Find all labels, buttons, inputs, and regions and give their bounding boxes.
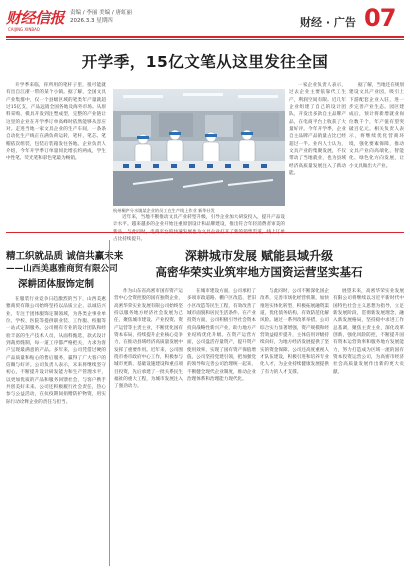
article3-text-1: 作为山东省高密市国有资产运营中心全资控股的国有独资企业，高密华荣实业发展有限公司始终坚持以服务地方经济社会发展为己任，聚焦城市建设、产业投资、资产运营等主责主业，不断优化国有资本布局，持续提升企业核心竞争力，在推动县域经济高质量发展中发挥了重要作用。近年来，公司围绕市委市政府中心工作，积极参与城市更新、基础设施建设和重点项目投资，先后承建了一批关系民生福祉的重大工程，为城市发展注入了强劲动力。	[114, 289, 183, 390]
article3-column-2	[187, 288, 256, 568]
article1-photo	[113, 89, 285, 206]
article3-column-1	[114, 288, 183, 568]
article1-text-4: 据了解，当地还在规划建设文具产业园，吸引上下游配套企业入驻，进一步完善产业生态。园区建成后，预计将新增就业岗位数千个，年产值有望突破百亿元。相关负责人表示，将继续优化营商环境，强化要素保障，推动文具产业向高端化、智能化、绿色化方向发展，让小文具做出大产业。	[349, 83, 404, 169]
article1-column-3	[289, 82, 346, 227]
logo-subtext: CAIJING XINBAO	[8, 27, 40, 32]
photo-caption: 杭州桐庐分水镇某企业的员工在生产线上作业 新华社发	[113, 208, 215, 213]
article3-headline-1: 深耕城市发展 赋能县域升级	[184, 249, 334, 263]
page-header	[0, 0, 410, 44]
article1-column-2-lower	[113, 214, 285, 243]
article2-body	[6, 296, 106, 568]
header-rule	[6, 36, 404, 38]
article2-headline-1: 精工织就品质 诚信共赢未来	[6, 251, 124, 262]
article1-column-1	[6, 82, 106, 227]
editor-line: 责编 / 李丽 美编 / 唐虹丽	[70, 10, 132, 16]
article1-column-4	[349, 82, 404, 227]
article1-headline: 开学季，15亿文笔从这里发往全国	[81, 53, 329, 71]
article1-text-1: 开学季来临，你所用的笔杆子里，很可能就有出自江浙一带的某个小镇。据了解，全国文具产业集群中，仅一个县级区域的笔类年产量就超过15亿支，产品远销全国各地及海外市场。从原料采购、模具开发到注塑成型，完整的产业链让这里的企业在开学季订单高峰时依然能够从容应对。走进当地一家文具企业的生产车间，一条条自动化生产线正在满负荷运转，笔杆、笔芯、笔帽依次组装，包装后装箱发往各地。企业负责人介绍，今年开学季订单量同比增长约两成，学生中性笔、荧光笔和彩色笔最为畅销。	[6, 83, 106, 162]
article1-text-2: 近年来，当地不断推动文具产业转型升级，引导企业加大研发投入，提升产品设计水平。越来越多的企业开始注重原创设计和品牌建设，推出符合年轻消费者审美的 占比持续提升。	[113, 215, 285, 243]
article3-text-2: 在城市建设方面，公司承担了多项市政道路、棚户区改造、老旧小区改造等民生工程，有效改善了城市面貌和居民生活条件。在产业投资方面，公司积极引导社会资本投向战略性新兴产业，助力地方产业结构优化升级。在资产运营方面，公司盘活存量资产，提升资产使用效率，实现了国有资产保值增值。公司坚持党建引领，把加强党的领导和完善公司治理统一起来，不断健全现代企业制度，推动企业治理体系和治理能力现代化。	[187, 289, 256, 383]
newspaper-logo	[6, 7, 66, 32]
header-rule-thin	[6, 39, 404, 40]
column-divider	[109, 240, 110, 566]
article2-text: 在服装行业竞争日趋激烈的当下，山西美惠雅商贸有限公司始终坚持以品质立企、以诚信兴业，专注于团体服饰定制领域，为各类企事业单位、学校、医院等提供职业装、工作服、校服等一站式定制服务。公司拥有专业的设计团队和经验丰富的生产技术人员，从面料甄选、款式设计到裁剪缝制，每一道工序都严格把关，力求为客户呈现最满意的产品。多年来，公司凭借过硬的产品质量和贴心的售后服务，赢得了广大客户的信赖与好评。公司负责人表示，未来将继续坚守初心，不断提升设计研发能力和生产管理水平，以更加优质的产品和服务回馈社会，与客户携手共创美好未来。公司还积极履行社会责任，热心参与公益活动，在抗疫期间捐赠防护物资，用实际行动诠释企业的责任与担当。	[6, 297, 106, 405]
article2-headline-3: 深耕团体服饰定制	[17, 279, 94, 290]
article1-text-3: 一家企业负责人表示，过去企业主要依靠代工生产，利润空间有限。近几年企业组建了自己的设计团队，开发出多款自主品牌产品，在电商平台上收获了大量好评。今年开学季，企业自主品牌产品销量占比已经超过一半。业内人士认为，文具产业的集聚发展，不仅带动了当地就业，也为县域经济高质量发展注入了新动能。	[289, 83, 346, 177]
factory-photo-illustration	[113, 89, 285, 206]
section-divider	[6, 232, 404, 233]
article3-column-4	[333, 288, 404, 568]
article3-text-3: 与此同时，公司不断深化国企改革，完善市场化经营机制，加快推进实体化转型，积极拓展融资渠道，优化债务结构，有效防范化解风险。通过一系列改革举措，公司综合实力显著增强，资产规模和经营效益稳步提升，主体信用评级持续向好，为地方经济发展提供了坚实的资金保障。公司还高度重视人才队伍建设，积极引进和培养专业化人才，为企业持续健康发展提供了有力的人才支撑。	[260, 289, 329, 375]
logo-text: 财经信报	[6, 9, 65, 27]
article3-text-4: 展望未来，高密华荣实业发展有限公司将继续以习近平新时代中国特色社会主义思想为指导，立足新发展阶段，贯彻新发展理念，融入新发展格局，坚持稳中求进工作总基调，聚焦主责主业，深化改革创新，强化风险防控，不断提升国有资本运营效率和服务地方发展能力，努力打造成为区域一流的国有资本投资运营公司，为高密市经济社会高质量发展作出新的更大贡献。	[333, 289, 404, 375]
article3-headline-2: 高密华荣实业筑牢地方国资运营坚实基石	[155, 265, 363, 279]
date-line: 2026.3.3 星期四	[70, 18, 113, 24]
page-number: 07	[364, 4, 396, 32]
section-title: 财经 · 广告	[300, 16, 356, 29]
article3-column-3	[260, 288, 329, 568]
issue-meta	[70, 9, 132, 25]
article2-headline-2: ——山西美惠雅商贸有限公司	[6, 264, 118, 274]
